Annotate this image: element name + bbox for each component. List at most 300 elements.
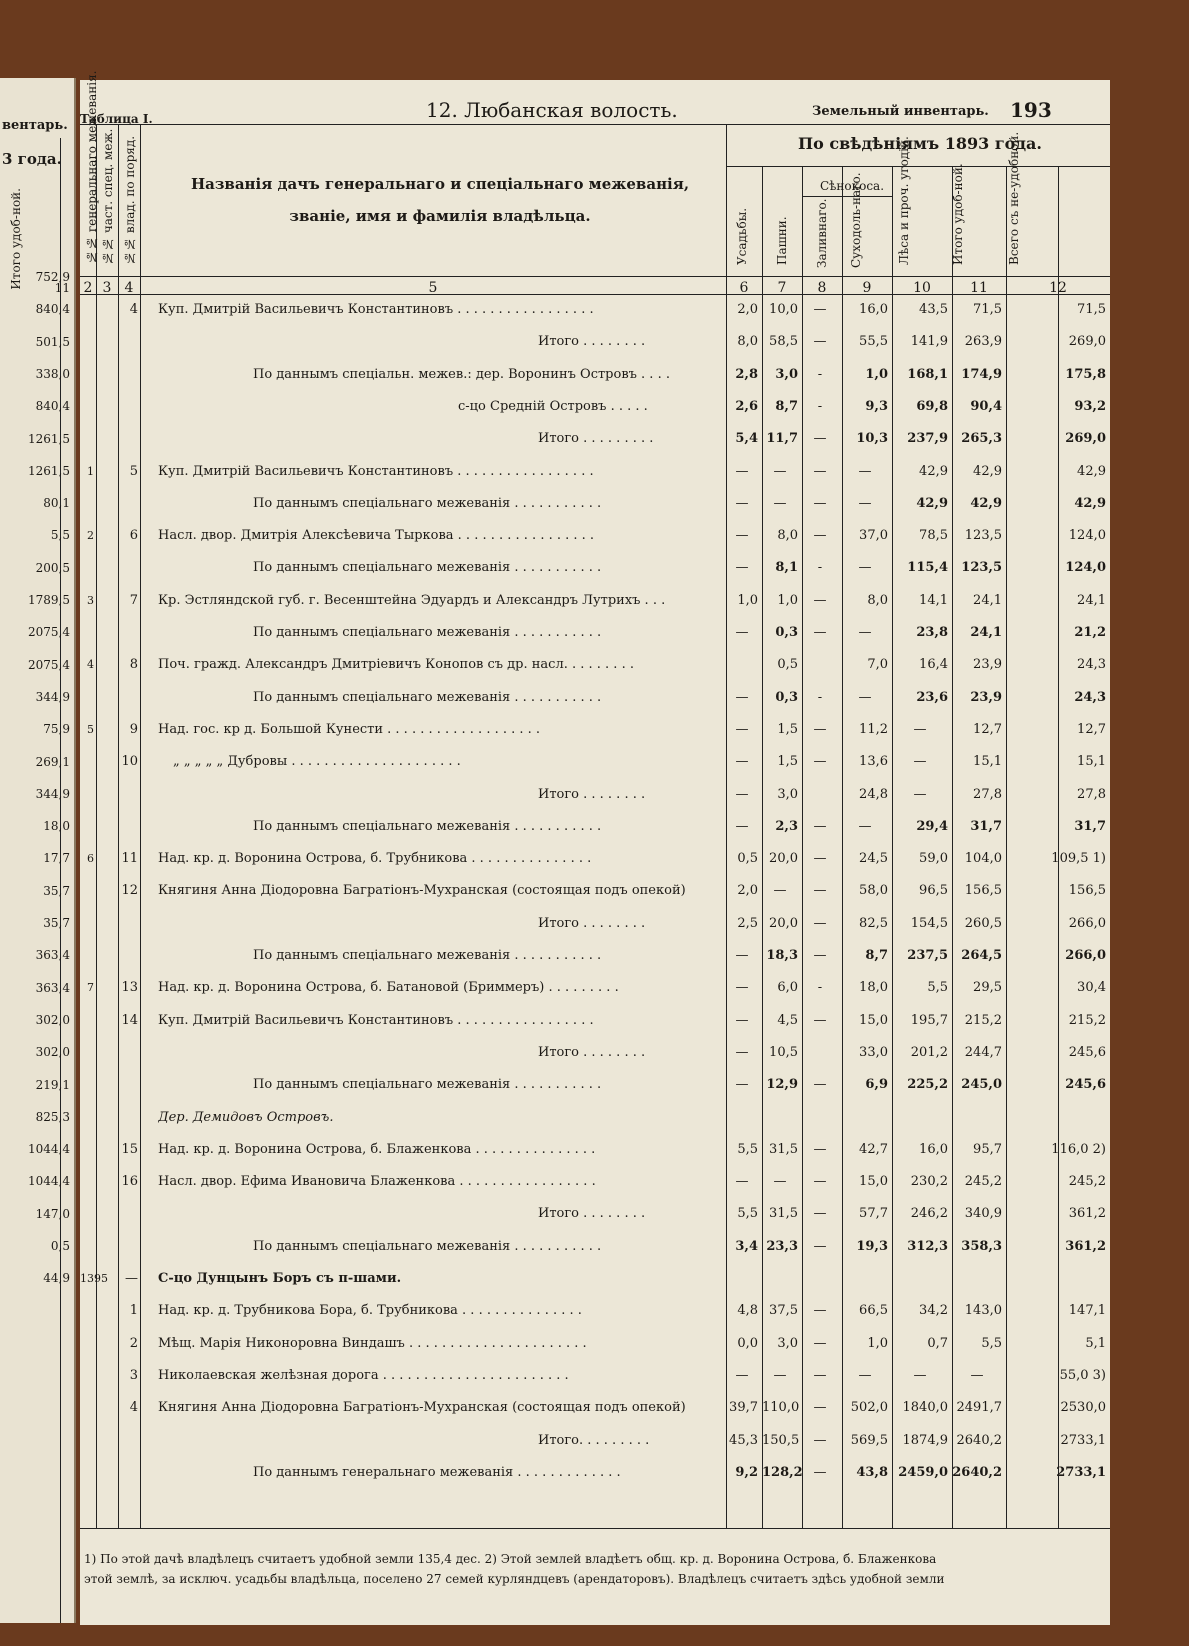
value-cell: 110,0 bbox=[762, 1400, 800, 1416]
table-row bbox=[80, 593, 1110, 625]
col-header-spec: №№ част. спец. меж. bbox=[101, 128, 115, 265]
col-header-flood: Заливнаго. bbox=[815, 198, 829, 268]
table-row bbox=[80, 560, 1110, 592]
col-header-owner: №№ влад. по поряд. bbox=[123, 135, 137, 265]
value-cell: 71,5 bbox=[973, 302, 1002, 317]
value-cell: 23,8 bbox=[916, 625, 948, 640]
spec-number: 4 bbox=[87, 658, 94, 672]
owner-name: с-цо Средній Островъ . . . . . bbox=[458, 398, 648, 414]
spec-number: 5 bbox=[87, 722, 94, 736]
table-row bbox=[80, 334, 1110, 366]
value-cell: — bbox=[858, 689, 872, 705]
spec-number: 3 bbox=[87, 593, 94, 607]
value-cell: 55,0 3) bbox=[1059, 1367, 1106, 1383]
value-cell: — bbox=[813, 1238, 827, 1254]
value-cell: 0,5 bbox=[777, 657, 798, 673]
owner-name: Насл. двор. Дмитрія Алексѣевича Тыркова . . . . . . . . . . . . . . . . . bbox=[158, 528, 595, 544]
table-row bbox=[80, 1142, 1110, 1174]
value-cell: 109,5 1) bbox=[1051, 851, 1106, 867]
value-cell: 5,5 bbox=[737, 1206, 758, 1222]
owner-number: 3 bbox=[129, 1367, 138, 1383]
value-cell: — bbox=[813, 1335, 827, 1351]
left-value: 1044,4 bbox=[28, 1142, 70, 1157]
value-cell: 201,2 bbox=[910, 1044, 948, 1060]
left-value: 219,1 bbox=[35, 1077, 70, 1092]
left-value: 147,0 bbox=[35, 1206, 70, 1221]
value-cell: 3,0 bbox=[777, 1335, 798, 1351]
value-cell: 90,4 bbox=[970, 398, 1002, 414]
value-cell: — bbox=[913, 721, 927, 737]
owner-number: 4 bbox=[129, 1400, 138, 1416]
value-cell: 24,3 bbox=[1077, 657, 1106, 673]
value-cell: 168,1 bbox=[907, 366, 948, 382]
table-row bbox=[80, 1013, 1110, 1045]
value-cell: 237,9 bbox=[907, 431, 948, 447]
value-cell: 8,1 bbox=[775, 560, 798, 576]
owner-name: Итого . . . . . . . . . bbox=[538, 431, 654, 447]
value-cell: 58,0 bbox=[859, 883, 888, 899]
value-cell: 42,9 bbox=[919, 463, 948, 479]
value-cell: 237,5 bbox=[907, 948, 948, 963]
value-cell: 143,0 bbox=[964, 1303, 1002, 1319]
value-cell: — bbox=[813, 463, 827, 479]
value-cell: 2491,7 bbox=[956, 1400, 1002, 1416]
footnote-2: этой землѣ, за исключ. усадьбы владѣльца, поселено 27 семей курляндцевъ (арендаторовъ). Владѣлецъ считаетъ здѣсь удобной земли bbox=[84, 1572, 945, 1586]
value-cell: - bbox=[817, 689, 823, 705]
value-cell: 156,5 bbox=[964, 883, 1002, 899]
value-cell: 19,3 bbox=[856, 1238, 888, 1254]
value-cell: 23,9 bbox=[973, 657, 1002, 673]
owner-name: Княгиня Анна Діодоровна Багратіонъ-Мухранская (состоящая подъ опекой) bbox=[158, 1400, 686, 1416]
table-row bbox=[80, 1368, 1110, 1400]
value-cell: 31,5 bbox=[769, 1206, 798, 1222]
value-cell: — bbox=[813, 528, 827, 544]
value-cell: 104,0 bbox=[964, 851, 1002, 867]
value-cell: 42,7 bbox=[859, 1141, 888, 1157]
table-row bbox=[80, 1400, 1110, 1432]
value-cell: 5,1 bbox=[1085, 1335, 1106, 1351]
value-cell: 4,8 bbox=[737, 1303, 758, 1319]
owner-number: 12 bbox=[121, 883, 138, 899]
value-cell: 8,0 bbox=[777, 528, 798, 544]
value-cell: — bbox=[735, 948, 749, 963]
value-cell: 154,5 bbox=[910, 915, 948, 931]
table-row bbox=[80, 883, 1110, 915]
value-cell: — bbox=[813, 1464, 827, 1480]
rule-table-bottom bbox=[80, 1528, 1110, 1529]
owner-name: По даннымъ спеціальнаго межеванія . . . . . . . . . . . bbox=[253, 495, 602, 511]
owner-name: Кр. Эстляндской губ. г. Весенштейна Эдуардъ и Александръ Лутрихъ . . . bbox=[158, 592, 666, 608]
col-header-group: По свѣдѣніямъ 1893 года. bbox=[798, 134, 1042, 153]
value-cell: 42,9 bbox=[973, 463, 1002, 479]
table-row bbox=[80, 302, 1110, 334]
left-value: 44,9 bbox=[43, 1271, 70, 1286]
value-cell: — bbox=[970, 1367, 984, 1383]
value-cell: 0,7 bbox=[927, 1335, 948, 1351]
value-cell: 34,2 bbox=[919, 1303, 948, 1319]
value-cell: 15,1 bbox=[973, 754, 1002, 770]
value-cell: 30,4 bbox=[1077, 980, 1106, 996]
col-header-forest: Лѣса и проч. угодій. bbox=[897, 136, 911, 265]
col-number: 10 bbox=[913, 280, 931, 296]
owner-number: 5 bbox=[129, 463, 138, 479]
owner-number: 10 bbox=[121, 754, 138, 770]
col-header-names: Названія дачъ генеральнаго и спеціальнаго межеванія, званіе, имя и фамилія владѣльца. bbox=[190, 175, 690, 225]
value-cell: 1874,9 bbox=[902, 1432, 948, 1448]
value-cell: 116,0 2) bbox=[1051, 1141, 1106, 1157]
spec-number: 1 bbox=[87, 464, 94, 478]
value-cell: — bbox=[735, 1044, 749, 1060]
value-cell: 260,5 bbox=[964, 915, 1002, 931]
owner-name: По даннымъ спеціальнаго межеванія . . . . . . . . . . . bbox=[253, 1238, 602, 1254]
table-row bbox=[80, 851, 1110, 883]
value-cell: 0,5 bbox=[737, 851, 758, 867]
owner-name: Над. кр. д. Воронина Острова, б. Блаженкова . . . . . . . . . . . . . . . bbox=[158, 1141, 596, 1157]
owner-name: Поч. гражд. Александръ Дмитріевичъ Конопов съ др. насл. . . . . . . . . bbox=[158, 657, 634, 673]
left-value: 1261,5 bbox=[28, 431, 70, 446]
left-value: 363,4 bbox=[35, 948, 70, 963]
value-cell: 59,0 bbox=[919, 851, 948, 867]
value-cell: 16,0 bbox=[919, 1141, 948, 1157]
value-cell: 31,7 bbox=[970, 818, 1002, 834]
value-cell: 2640,2 bbox=[952, 1464, 1002, 1480]
left-value: 269,1 bbox=[35, 754, 70, 769]
value-cell: 569,5 bbox=[850, 1432, 888, 1448]
col-number: 5 bbox=[428, 280, 438, 296]
owner-name: По даннымъ спеціальн. межев.: дер. Воронинъ Островъ . . . . bbox=[253, 366, 670, 382]
value-cell: — bbox=[735, 818, 749, 834]
value-cell: 37,0 bbox=[859, 528, 888, 544]
col-header-dry: Суходоль-наго. bbox=[849, 172, 863, 268]
value-cell: 175,8 bbox=[1065, 366, 1106, 382]
left-col-num: 11 bbox=[54, 281, 70, 295]
table-row bbox=[80, 722, 1110, 754]
value-cell: — bbox=[735, 495, 749, 511]
value-cell: 11,2 bbox=[859, 721, 888, 737]
value-cell: — bbox=[858, 560, 872, 576]
page-title: 12. Любанская волость. bbox=[426, 98, 678, 122]
value-cell: 43,8 bbox=[856, 1464, 888, 1480]
table-row bbox=[80, 625, 1110, 657]
owner-name: Куп. Дмитрій Васильевичъ Константиновъ . . . . . . . . . . . . . . . . . bbox=[158, 463, 594, 479]
owner-name: Николаевская желѣзная дорога . . . . . . . . . . . . . . . . . . . . . . . bbox=[158, 1367, 569, 1383]
value-cell: 7,0 bbox=[867, 657, 888, 673]
table-row bbox=[80, 1303, 1110, 1335]
value-cell: — bbox=[813, 592, 827, 608]
value-cell: 264,5 bbox=[961, 948, 1002, 963]
value-cell: 12,7 bbox=[973, 721, 1002, 737]
value-cell: 24,1 bbox=[970, 625, 1002, 640]
value-cell: — bbox=[813, 334, 827, 350]
value-cell: 5,4 bbox=[735, 431, 758, 447]
value-cell: 150,5 bbox=[762, 1432, 800, 1448]
value-cell: 2,5 bbox=[737, 915, 758, 931]
owner-number: 13 bbox=[121, 980, 138, 996]
value-cell: 10,3 bbox=[856, 431, 888, 447]
left-header-year: 3 года. bbox=[2, 150, 62, 168]
value-cell: — bbox=[813, 431, 827, 447]
left-value: 501,5 bbox=[35, 334, 70, 349]
value-cell: 215,2 bbox=[964, 1012, 1002, 1028]
table-row bbox=[80, 980, 1110, 1012]
value-cell: 29,4 bbox=[916, 818, 948, 834]
value-cell: — bbox=[813, 948, 827, 963]
value-cell: 1840,0 bbox=[902, 1400, 948, 1416]
table-row bbox=[80, 1110, 1110, 1142]
value-cell: 1,0 bbox=[737, 592, 758, 608]
left-value: 1044,4 bbox=[28, 1174, 70, 1189]
col-number: 8 bbox=[817, 280, 827, 296]
value-cell: 42,9 bbox=[916, 495, 948, 511]
value-cell: 230,2 bbox=[910, 1174, 948, 1190]
value-cell: 266,0 bbox=[1065, 948, 1106, 963]
left-value: 302,0 bbox=[35, 1045, 70, 1060]
value-cell: — bbox=[813, 1432, 827, 1448]
value-cell: 124,0 bbox=[1068, 528, 1106, 544]
value-cell: 263,9 bbox=[964, 334, 1002, 350]
owner-name: Над. кр. д. Воронина Острова, б. Батановой (Бриммеръ) . . . . . . . . . bbox=[158, 980, 619, 996]
value-cell: 15,0 bbox=[859, 1174, 888, 1190]
value-cell: — bbox=[858, 625, 872, 640]
owner-name: Над. гос. кр д. Большой Кунести . . . . . . . . . . . . . . . . . . . bbox=[158, 721, 541, 737]
left-value: 1789,5 bbox=[28, 593, 70, 607]
value-cell: 9,3 bbox=[865, 398, 888, 414]
owner-name: Итого . . . . . . . . bbox=[538, 786, 646, 802]
value-cell: 95,7 bbox=[973, 1141, 1002, 1157]
value-cell: 9,2 bbox=[735, 1464, 758, 1480]
value-cell: — bbox=[913, 786, 927, 802]
value-cell: 4,5 bbox=[777, 1012, 798, 1028]
owner-number: 11 bbox=[121, 851, 138, 867]
spec-number: 6 bbox=[87, 852, 94, 866]
owner-number: 7 bbox=[129, 592, 138, 608]
value-cell: - bbox=[817, 366, 823, 382]
value-cell: 8,0 bbox=[737, 334, 758, 350]
value-cell: 24,3 bbox=[1074, 689, 1106, 705]
table-row bbox=[80, 1077, 1110, 1109]
col-number: 2 bbox=[83, 280, 93, 296]
value-cell: 3,4 bbox=[735, 1238, 758, 1254]
value-cell: 123,5 bbox=[961, 560, 1002, 576]
col-header-usable: Итого удоб-ной. bbox=[951, 163, 965, 265]
left-column-rule bbox=[60, 138, 61, 1623]
value-cell: 2,3 bbox=[775, 818, 798, 834]
value-cell: — bbox=[735, 1174, 749, 1190]
table-row bbox=[80, 464, 1110, 496]
value-cell: 24,5 bbox=[859, 851, 888, 867]
owner-name: Над. кр. д. Трубникова Бора, б. Трубникова . . . . . . . . . . . . . . . bbox=[158, 1303, 582, 1319]
value-cell: 2530,0 bbox=[1060, 1400, 1106, 1416]
owner-name: По даннымъ спеціальнаго межеванія . . . . . . . . . . . bbox=[253, 689, 602, 705]
left-value: 1261,5 bbox=[28, 463, 70, 478]
value-cell: 12,7 bbox=[1077, 721, 1106, 737]
value-cell: 1,0 bbox=[867, 1335, 888, 1351]
value-cell: 16,0 bbox=[859, 302, 888, 317]
value-cell: 18,0 bbox=[859, 980, 888, 996]
value-cell: 13,6 bbox=[859, 754, 888, 770]
footnote-1: 1) По этой дачѣ владѣлецъ считаетъ удобной земли 135,4 дес. 2) Этой землей владѣетъ общ. кр. д. Воронина Острова, б. Блаженкова bbox=[84, 1552, 937, 1566]
value-cell: — bbox=[735, 625, 749, 640]
page-subtitle: Земельный инвентарь. bbox=[812, 104, 989, 119]
owner-name: „ „ „ „ „ Дубровы . . . . . . . . . . . . . . . . . . . . . bbox=[173, 754, 461, 770]
owner-name: Итого . . . . . . . . bbox=[538, 1044, 646, 1060]
table-row bbox=[80, 1271, 1110, 1303]
value-cell: 123,5 bbox=[964, 528, 1002, 544]
value-cell: 502,0 bbox=[850, 1400, 888, 1416]
table-row bbox=[80, 399, 1110, 431]
value-cell: 1,5 bbox=[777, 754, 798, 770]
col-header-total: Всего съ не-удобной. bbox=[1007, 131, 1021, 265]
value-cell: 244,7 bbox=[964, 1044, 1002, 1060]
rule-top bbox=[80, 124, 1110, 125]
table-row bbox=[80, 948, 1110, 980]
value-cell: 245,6 bbox=[1068, 1044, 1106, 1060]
left-col-label: Итого удоб-ной. bbox=[9, 188, 23, 290]
value-cell: 58,5 bbox=[769, 334, 798, 350]
left-header-title: вентарь. bbox=[2, 118, 68, 133]
owner-number: 6 bbox=[129, 528, 138, 544]
value-cell: - bbox=[817, 560, 823, 576]
col-header-yard: Усадьбы. bbox=[735, 207, 749, 265]
table-row bbox=[80, 1336, 1110, 1368]
value-cell: 24,1 bbox=[973, 592, 1002, 608]
main-page bbox=[80, 70, 1110, 1625]
owner-number: 1 bbox=[129, 1303, 138, 1319]
value-cell: 27,8 bbox=[973, 786, 1002, 802]
value-cell: 71,5 bbox=[1077, 302, 1106, 317]
value-cell: 29,5 bbox=[973, 980, 1002, 996]
value-cell: — bbox=[773, 495, 787, 511]
left-value: 0,5 bbox=[50, 1239, 70, 1253]
value-cell: 3,0 bbox=[775, 366, 798, 382]
value-cell: 14,1 bbox=[919, 592, 948, 608]
value-cell: 174,9 bbox=[961, 366, 1002, 382]
left-value: 752,9 bbox=[35, 270, 70, 284]
value-cell: 42,9 bbox=[1077, 463, 1106, 479]
value-cell: 361,2 bbox=[1065, 1238, 1106, 1254]
value-cell: — bbox=[858, 495, 872, 511]
value-cell: 2,0 bbox=[737, 302, 758, 317]
value-cell: 361,2 bbox=[1068, 1206, 1106, 1222]
value-cell: — bbox=[735, 689, 749, 705]
left-value: 75,9 bbox=[43, 722, 70, 737]
value-cell: 245,2 bbox=[964, 1174, 1002, 1190]
table-row bbox=[80, 754, 1110, 786]
owner-name: Княгиня Анна Діодоровна Багратіонъ-Мухранская (состоящая подъ опекой) bbox=[158, 883, 686, 899]
value-cell: 1,5 bbox=[777, 721, 798, 737]
table-row bbox=[80, 1433, 1110, 1465]
left-value: 2075,4 bbox=[28, 625, 70, 640]
left-value: 840,4 bbox=[35, 399, 70, 414]
rule-hay bbox=[802, 196, 892, 197]
owner-name: Итого . . . . . . . . bbox=[538, 915, 646, 931]
value-cell: 265,3 bbox=[961, 431, 1002, 447]
col-number: 3 bbox=[102, 280, 112, 296]
value-cell: 141,9 bbox=[910, 334, 948, 350]
left-value: 80,1 bbox=[43, 496, 70, 511]
col-number: 7 bbox=[777, 280, 787, 296]
value-cell: 20,0 bbox=[769, 915, 798, 931]
owner-name: С-цо Дунцынъ Боръ съ п-шами. bbox=[158, 1271, 402, 1286]
value-cell: — bbox=[735, 786, 749, 802]
table-row bbox=[80, 1174, 1110, 1206]
value-cell: — bbox=[813, 915, 827, 931]
value-cell: — bbox=[813, 1303, 827, 1319]
value-cell: — bbox=[858, 818, 872, 834]
owner-name: По даннымъ спеціальнаго межеванія . . . . . . . . . . . bbox=[253, 1077, 602, 1093]
value-cell: — bbox=[773, 883, 787, 899]
value-cell: — bbox=[813, 495, 827, 511]
value-cell: 66,5 bbox=[859, 1303, 888, 1319]
value-cell: — bbox=[913, 754, 927, 770]
value-cell: 245,0 bbox=[961, 1077, 1002, 1093]
owner-name: Дер. Демидовъ Островъ. bbox=[158, 1109, 334, 1125]
value-cell: 24,1 bbox=[1077, 592, 1106, 608]
table-row bbox=[80, 528, 1110, 560]
value-cell: — bbox=[813, 883, 827, 899]
value-cell: — bbox=[735, 463, 749, 479]
owner-number: 9 bbox=[129, 721, 138, 737]
left-value: 363,4 bbox=[35, 980, 70, 995]
owner-number: 8 bbox=[129, 657, 138, 673]
value-cell: 55,5 bbox=[859, 334, 888, 350]
col-header-arable: Пашни. bbox=[775, 216, 789, 265]
page-number: 193 bbox=[1010, 98, 1052, 122]
left-value: 344,9 bbox=[35, 786, 70, 801]
value-cell: — bbox=[735, 754, 749, 770]
value-cell: 245,2 bbox=[1068, 1174, 1106, 1190]
value-cell: 8,7 bbox=[865, 948, 888, 963]
value-cell: — bbox=[913, 1367, 927, 1383]
left-value: 338,0 bbox=[35, 366, 70, 381]
owner-name: Мѣщ. Марія Никоноровна Виндашъ . . . . . . . . . . . . . . . . . . . . . . bbox=[158, 1335, 587, 1351]
value-cell: 3,0 bbox=[777, 786, 798, 802]
value-cell: 245,6 bbox=[1065, 1077, 1106, 1093]
value-cell: — bbox=[858, 463, 872, 479]
left-value: 2075,4 bbox=[28, 657, 70, 672]
owner-name: По даннымъ спеціальнаго межеванія . . . . . . . . . . . bbox=[253, 818, 602, 834]
value-cell: 24,8 bbox=[859, 786, 888, 802]
table-row bbox=[80, 690, 1110, 722]
value-cell: 2,8 bbox=[735, 366, 758, 382]
owner-name: По даннымъ генеральнаго межеванія . . . . . . . . . . . . . bbox=[253, 1464, 621, 1480]
table-row bbox=[80, 496, 1110, 528]
left-value: 840,4 bbox=[35, 302, 70, 317]
value-cell: 23,3 bbox=[766, 1238, 798, 1254]
value-cell: — bbox=[813, 754, 827, 770]
left-value: 344,9 bbox=[35, 689, 70, 704]
owner-name: Куп. Дмитрій Васильевичъ Константиновъ . . . . . . . . . . . . . . . . . bbox=[158, 302, 594, 317]
table-row bbox=[80, 916, 1110, 948]
value-cell: — bbox=[813, 625, 827, 640]
value-cell: 39,7 bbox=[729, 1400, 758, 1416]
left-value: 18,0 bbox=[43, 819, 70, 834]
value-cell: 42,9 bbox=[970, 495, 1002, 511]
value-cell: — bbox=[735, 1077, 749, 1093]
value-cell: 124,0 bbox=[1065, 560, 1106, 576]
left-value: 825,3 bbox=[35, 1109, 70, 1124]
value-cell: 23,9 bbox=[970, 689, 1002, 705]
table-row bbox=[80, 1465, 1110, 1497]
value-cell: — bbox=[735, 1367, 749, 1383]
table-row bbox=[80, 431, 1110, 463]
value-cell: 15,0 bbox=[859, 1012, 888, 1028]
value-cell: 12,9 bbox=[766, 1077, 798, 1093]
value-cell: 27,8 bbox=[1077, 786, 1106, 802]
value-cell: — bbox=[813, 1206, 827, 1222]
value-cell: 31,5 bbox=[769, 1141, 798, 1157]
spec-number: 7 bbox=[87, 981, 94, 995]
